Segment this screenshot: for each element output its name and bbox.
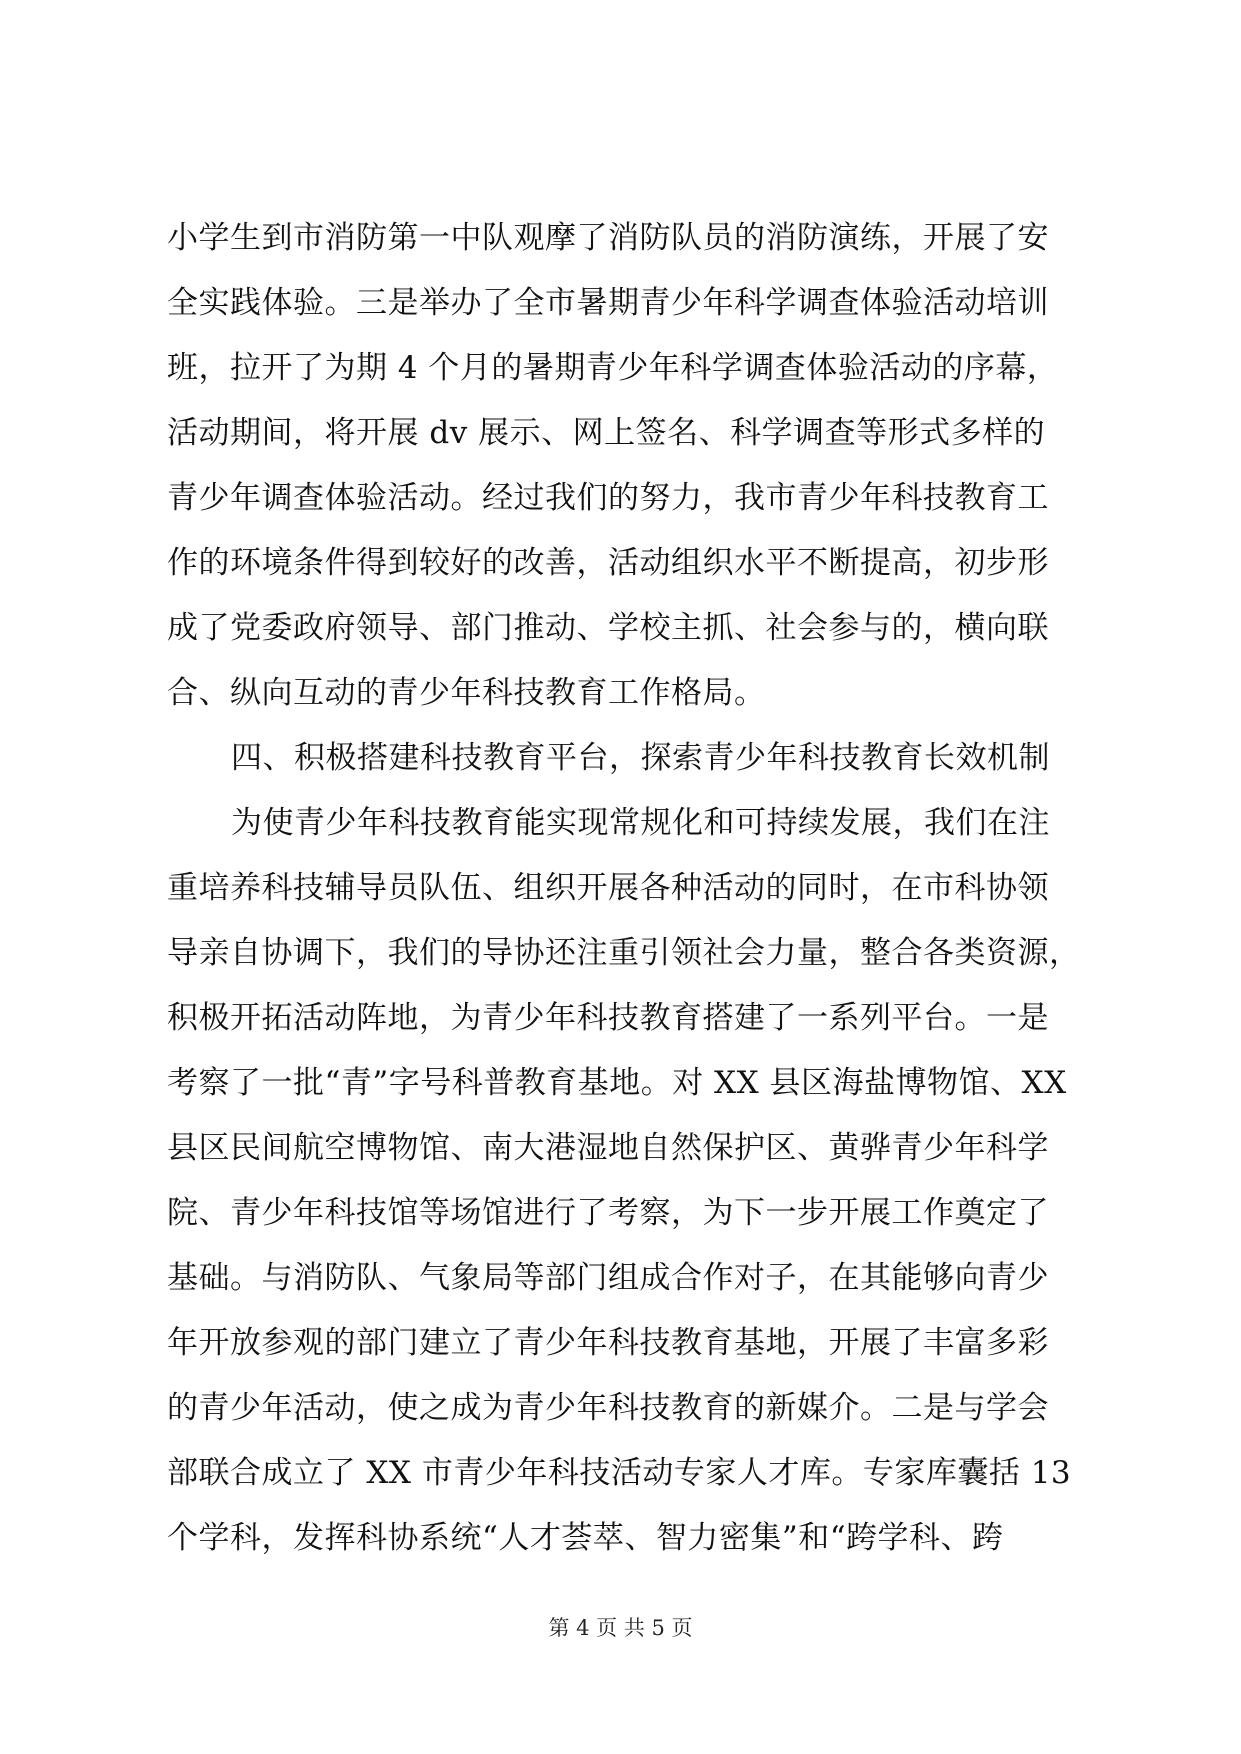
text-line: 考察了一批“青”字号科普教育基地。对 XX 县区海盐博物馆、XX [167, 1065, 1067, 1101]
text-line: 班，拉开了为期 4 个月的暑期青少年科学调查体验活动的序幕， [167, 350, 1059, 386]
text-line: 部联合成立了 XX 市青少年科技活动专家人才库。专家库囊括 13 [167, 1455, 1072, 1491]
text-line: 成了党委政府领导、部门推动、学校主抓、社会参与的，横向联 [167, 610, 1049, 646]
text-line: 的青少年活动，使之成为青少年科技教育的新媒介。二是与学会 [167, 1390, 1049, 1426]
text-line: 作的环境条件得到较好的改善，活动组织水平不断提高，初步形 [167, 545, 1049, 581]
text-line: 青少年调查体验活动。经过我们的努力，我市青少年科技教育工 [167, 480, 1049, 516]
text-line: 县区民间航空博物馆、南大港湿地自然保护区、黄骅青少年科学 [167, 1130, 1049, 1166]
text-line: 全实践体验。三是举办了全市暑期青少年科学调查体验活动培训 [167, 285, 1049, 321]
text-line: 活动期间，将开展 dv 展示、网上签名、科学调查等形式多样的 [167, 415, 1046, 451]
text-line: 合、纵向互动的青少年科技教育工作格局。 [167, 675, 766, 711]
text-line: 小学生到市消防第一中队观摩了消防队员的消防演练，开展了安 [167, 220, 1049, 256]
text-line: 导亲自协调下，我们的导协还注重引领社会力量，整合各类资源， [167, 935, 1081, 971]
page-footer: 第 4 页 共 5 页 [548, 1616, 693, 1640]
section-heading: 四、积极搭建科技教育平台，探索青少年科技教育长效机制 [231, 740, 1050, 776]
text-line: 重培养科技辅导员队伍、组织开展各种活动的同时，在市科协领 [167, 870, 1049, 906]
text-line: 年开放参观的部门建立了青少年科技教育基地，开展了丰富多彩 [167, 1325, 1049, 1361]
text-line: 积极开拓活动阵地，为青少年科技教育搭建了一系列平台。一是 [167, 1000, 1049, 1036]
text-line: 个学科，发挥科协系统“人才荟萃、智力密集”和“跨学科、跨 [167, 1520, 1004, 1556]
paragraph-first-line: 为使青少年科技教育能实现常规化和可持续发展，我们在注 [231, 805, 1050, 841]
text-line: 基础。与消防队、气象局等部门组成合作对子，在其能够向青少 [167, 1260, 1049, 1296]
text-line: 院、青少年科技馆等场馆进行了考察，为下一步开展工作奠定了 [167, 1195, 1049, 1231]
